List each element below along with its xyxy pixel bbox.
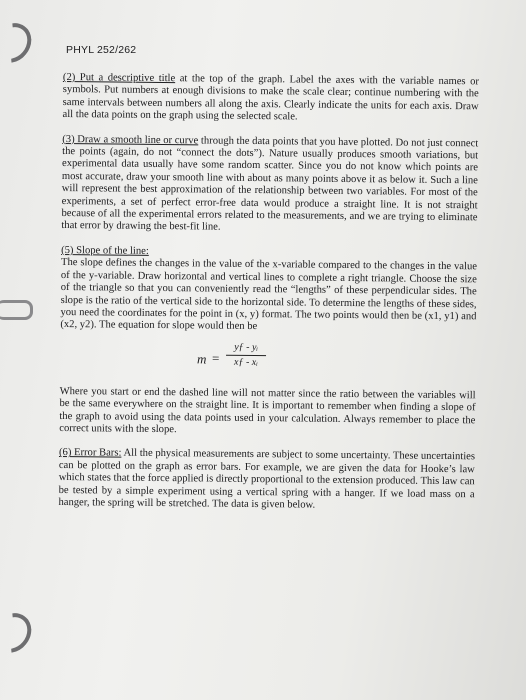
page-header: PHYL 252/262 [66, 44, 137, 56]
section-text: All the physical measurements are subject to some uncertainty. These uncertainties can be plotted on the graph as error bars. For example, we are given the data for Hooke’s law which states that the force applied is directly proportional to the extension produced. This law can be tested by a simple experiment using a vertical spring with a hanger. If we load mass on a hanger, the spring will be stretched. The data is given below. [58, 447, 476, 511]
section-text: through the data points that you have plotted. Do not just connect the points (again, do not “connect the dots”). Nature usually produces smooth variations, but experimental data usually have some random scatter. Since you do not know which points are most accurate, draw your smooth line with about as many points above it as below it. Such a line will represent the best approximation of the relationship between two variables. For most of the experiments, a set of perfect error-free data would produce a straight line. It is not straight because of all the experimental errors related to the measurements, and we are trying to eliminate that error by drawing the best-fit line. [61, 135, 479, 234]
section-text: Where you start or end the dashed line will not matter since the ratio between the variables will be the same everywhere on the straight line. It is important to remember when finding a slope of the graph to avoid using the data points used in your calculation. Always remember to place the correct units with the slope. [59, 385, 476, 436]
section-smooth-line [61, 134, 478, 238]
formula-denominator: xƒ - xᵢ [234, 356, 258, 369]
section-slope-note [59, 386, 475, 440]
formula-lhs: m [196, 351, 207, 367]
section-title: (3) Draw a smooth line or curve [62, 133, 199, 147]
section-title: (5) Slope of the line: [61, 244, 149, 257]
binder-ring-icon [0, 15, 39, 70]
section-text: The slope defines the changes in the value of the x-variable compared to the changes in the value of the y-variable. Draw horizontal and vertical lines to complete a right triangle. Choose the size of the triangle so that you can conveniently read the “lengths” of these perpendicular sides. The slope is the ratio of the vertical side to the horizontal side. To determine the lengths of these sides, you need the coordinates for the point in (x, y) format. The two points would then be (x1, y1) and (x2, y2). The equation for slope would then be [60, 257, 478, 333]
section-descriptive-title [62, 72, 478, 126]
section-title: (6) Error Bars: [58, 447, 122, 459]
section-slope [60, 245, 477, 336]
formula-fraction [226, 341, 266, 369]
section-text: at the top of the graph. Label the axes with the variable names or symbols. Put numbers at enough divisions to make the scale clear; continue numbering with the same intervals between numbers all along the axis. Clearly indicate the units for each axis. Draw all the data points on the graph using the selected scale. [62, 73, 479, 123]
document-body [58, 72, 479, 526]
binder-ring-icon [0, 605, 39, 660]
formula-equals: = [211, 350, 220, 366]
slope-formula [60, 340, 476, 380]
section-error-bars [58, 447, 475, 513]
section-title: (2) Put a descriptive title [62, 72, 176, 85]
formula-numerator: yƒ - yᵢ [226, 341, 266, 356]
binder-clip-icon [0, 300, 33, 320]
